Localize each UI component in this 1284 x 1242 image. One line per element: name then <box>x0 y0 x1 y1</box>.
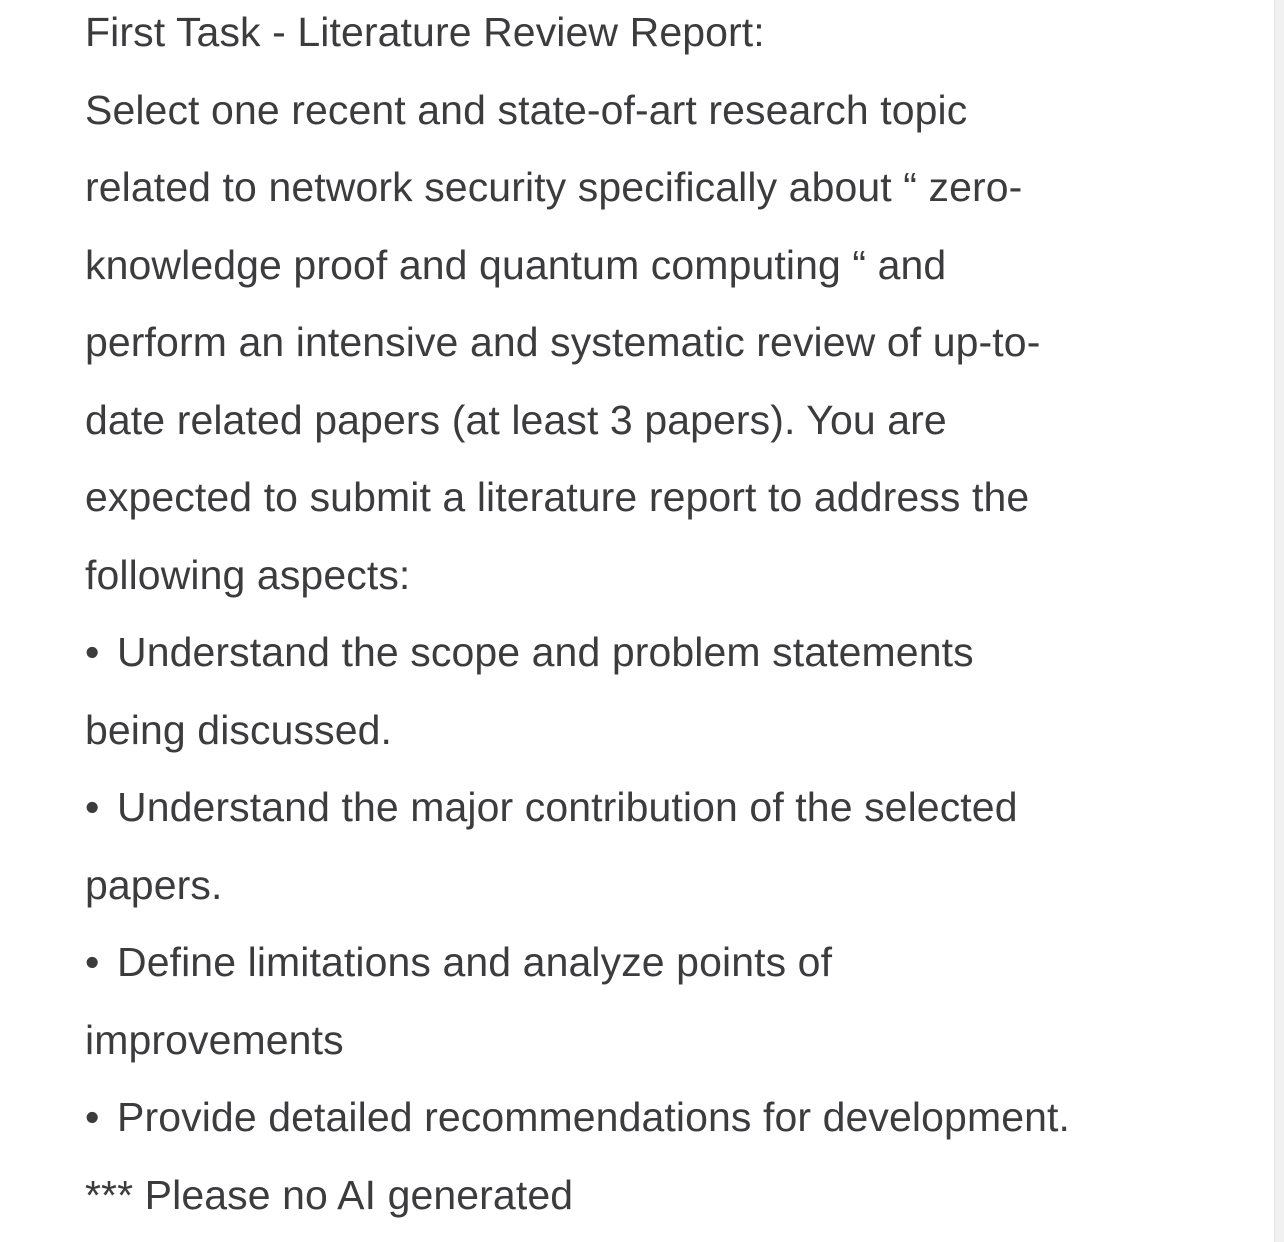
bullet-continuation: papers. <box>85 861 223 908</box>
document-text <box>85 0 1265 1234</box>
bullet-text: Understand the scope and problem statements <box>117 629 974 675</box>
intro-line: following aspects: <box>85 551 411 598</box>
intro-line: Select one recent and state-of-art research topic <box>85 86 968 133</box>
bullet-icon: • <box>85 1094 100 1140</box>
bullet-icon: • <box>85 784 100 830</box>
footer-note: *** Please no AI generated <box>85 1171 574 1218</box>
bullet-continuation: being discussed. <box>85 706 393 753</box>
intro-line: expected to submit a literature report to address the <box>85 474 1030 520</box>
intro-line: knowledge proof and quantum computing “ and <box>85 241 947 288</box>
bullet-continuation: improvements <box>85 1016 344 1063</box>
bullet-text: Understand the major contribution of the selected <box>117 784 1018 830</box>
bullet-item-contribution <box>85 769 1265 847</box>
bullet-icon: • <box>85 939 100 985</box>
bullet-text: Define limitations and analyze points of <box>117 939 833 985</box>
document-title: First Task - Literature Review Report: <box>85 9 765 55</box>
bullet-text: Provide detailed recommendations for development. <box>117 1094 1070 1140</box>
bullet-item-recommendations <box>85 1079 1265 1157</box>
bullet-item-limitations <box>85 924 1265 1002</box>
bullet-icon: • <box>85 629 100 675</box>
intro-line: related to network security specifically about “ zero- <box>85 164 1023 210</box>
bullet-item-scope <box>85 614 1265 692</box>
scrollbar[interactable] <box>1275 0 1284 1242</box>
intro-line: perform an intensive and systematic review of up-to- <box>85 319 1041 365</box>
intro-line: date related papers (at least 3 papers). You are <box>85 396 947 443</box>
